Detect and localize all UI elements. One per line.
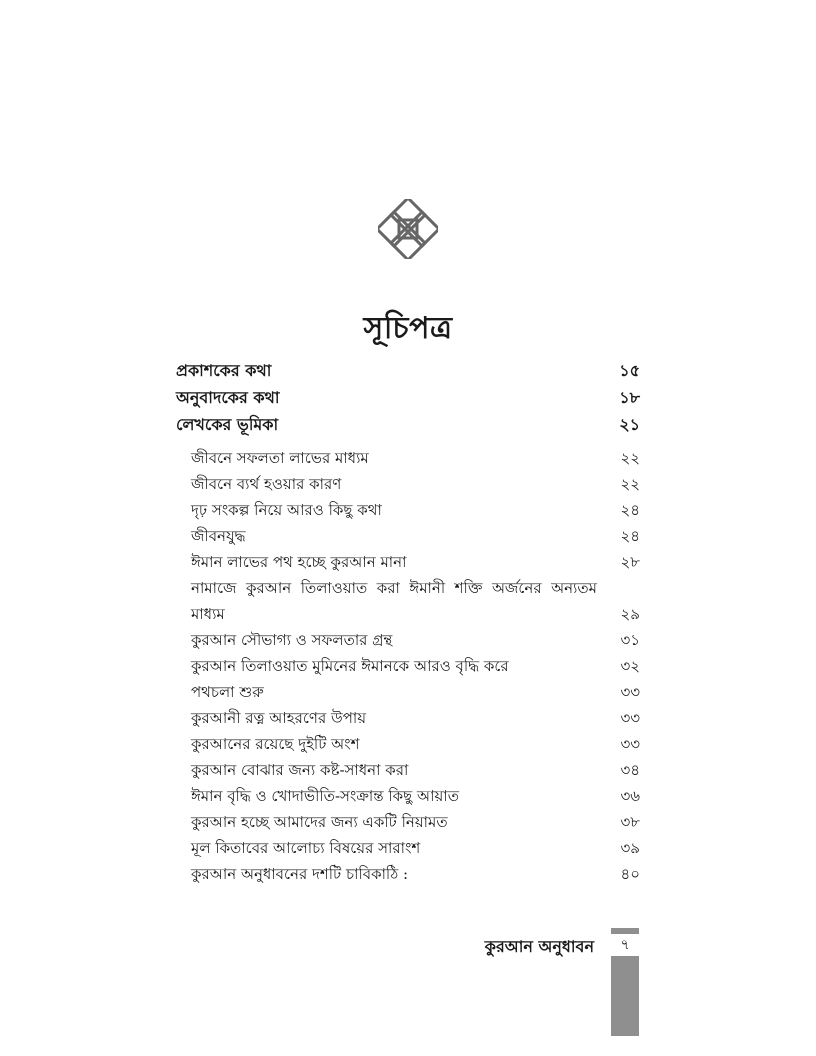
toc-entry-label: কুরআনের রয়েছে দুইটি অংশ: [191, 735, 360, 753]
toc-entry-label: কুরআন সৌভাগ্য ও সফলতার গ্রন্থ: [191, 631, 393, 649]
toc-entry-page: ২১: [619, 415, 640, 434]
toc-entry-page: ১৫: [619, 361, 640, 380]
toc-entry-label: প্রকাশকের কথা: [176, 361, 272, 380]
toc-entry-page: ৩৮: [620, 813, 640, 831]
toc-entry-label: মূল কিতাবের আলোচ্য বিষয়ের সারাংশ: [191, 839, 421, 857]
toc-entry-label: কুরআন অনুধাবনের দশটি চাবিকাঠি :: [191, 865, 409, 883]
toc-entry-page: ২৮: [620, 553, 640, 571]
toc-entry-page: ৩৩: [620, 735, 640, 753]
toc-entry-label-line2: মাধ্যম: [191, 605, 225, 623]
floral-ornament-icon: [378, 199, 438, 259]
toc-entry-label: ঈমান বৃদ্ধি ও খোদাভীতি-সংক্রান্ত কিছু আয়াত: [191, 787, 459, 805]
toc-entry-label: অনুবাদকের কথা: [176, 388, 280, 407]
toc-entry-page: ৩৪: [620, 761, 640, 779]
toc-entry-page: ২৪: [620, 527, 640, 545]
toc-entry-label: জীবনে সফলতা লাভের মাধ্যম: [191, 449, 369, 467]
toc-entry-label: লেখকের ভূমিকা: [176, 415, 279, 434]
toc-entry-label: কুরআনী রত্ন আহরণের উপায়: [191, 709, 367, 727]
toc-entry-label: কুরআন তিলাওয়াত মুমিনের ঈমানকে আরও বৃদ্ধি করে: [191, 657, 509, 675]
toc-entry-page: ২২: [620, 475, 640, 493]
toc-entry-page: ১৮: [619, 388, 640, 407]
toc-entry-label: দৃঢ় সংকল্প নিয়ে আরও কিছু কথা: [191, 501, 382, 519]
page-number-tab: [611, 928, 639, 1036]
toc-entry-label-line1: নামাজে কুরআন তিলাওয়াত করা ঈমানী শক্তি অর্জনের অন্যতম: [191, 579, 597, 597]
running-footer-title: কুরআন অনুধাবন: [484, 937, 594, 956]
toc-entry-page: ২২: [620, 449, 640, 467]
toc-entry-page: ৪০: [620, 865, 640, 883]
toc-entry-label: জীবনে ব্যর্থ হওয়ার কারণ: [191, 475, 342, 493]
toc-entry-page: ৩১: [620, 631, 640, 649]
toc-entry-page: ২৪: [620, 501, 640, 519]
toc-entry-label: কুরআন বোঝার জন্য কষ্ট-সাধনা করা: [191, 761, 409, 779]
toc-entry-page: ৩৩: [620, 683, 640, 701]
toc-entry-page: ৩৯: [620, 839, 640, 857]
toc-entry-label: কুরআন হচ্ছে আমাদের জন্য একটি নিয়ামত: [191, 813, 448, 831]
toc-entry-page: ৩৩: [620, 709, 640, 727]
page-title: সূচিপত্র: [363, 311, 453, 346]
toc-entry-page: ৩২: [620, 657, 640, 675]
toc-entry-page: ৩৬: [620, 787, 640, 805]
toc-entry-label: পথচলা শুরু: [191, 683, 264, 701]
toc-entry-label: ঈমান লাভের পথ হচ্ছে কুরআন মানা: [191, 553, 407, 571]
toc-entry-page: ২৯: [620, 605, 640, 623]
toc-entry-label: জীবনযুদ্ধ: [191, 527, 246, 545]
page-number: ৭: [611, 934, 639, 956]
